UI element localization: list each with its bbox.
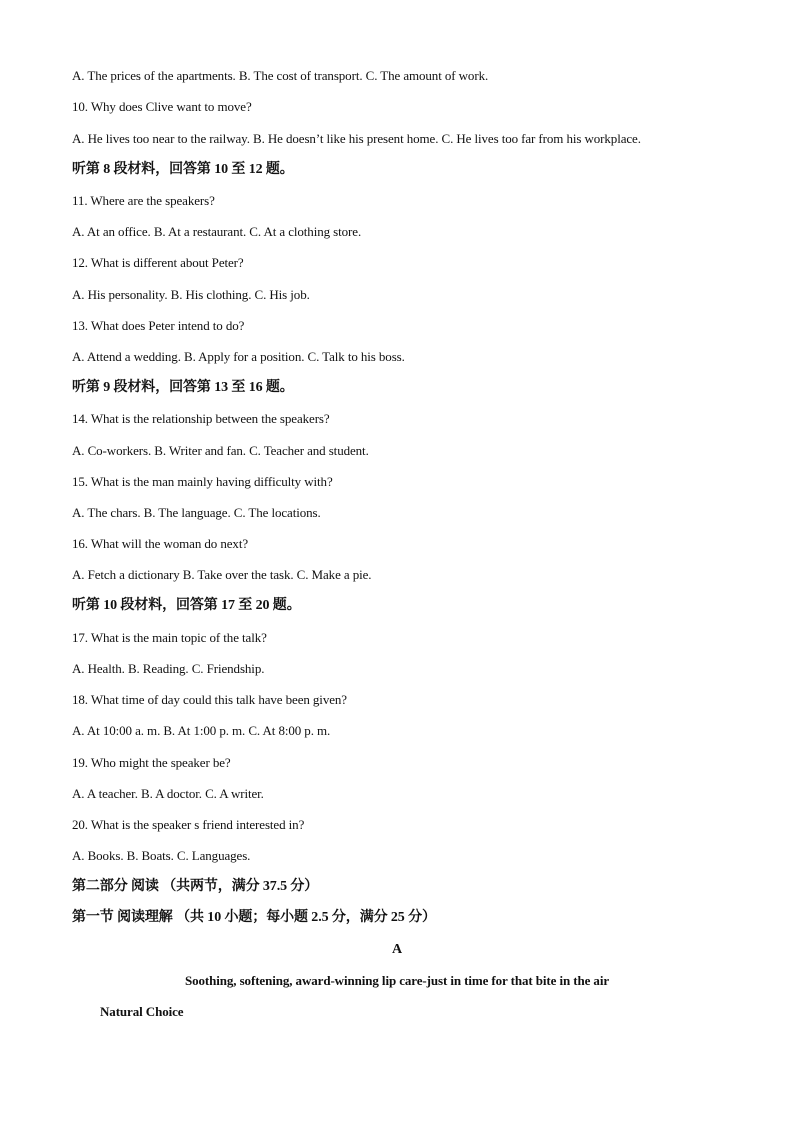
question-12: 12. What is different about Peter?: [72, 255, 244, 270]
section-heading-10: 听第 10 段材料，回答第 17 至 20 题。: [72, 598, 301, 613]
question-16: 16. What will the woman do next?: [72, 536, 248, 551]
question-17: 17. What is the main topic of the talk?: [72, 630, 267, 645]
answer-options-13: A. Attend a wedding. B. Apply for a position. C. Talk to his boss.: [72, 349, 405, 364]
question-18: 18. What time of day could this talk have been given?: [72, 692, 347, 707]
answer-options-18: A. At 10:00 a. m. B. At 1:00 p. m. C. At 8:00 p. m.: [72, 723, 331, 738]
section-one-heading: 第一节 阅读理解 （共 10 小题；每小题 2.5 分，满分 25 分）: [72, 910, 436, 925]
question-20: 20. What is the speaker s friend interested in?: [72, 817, 305, 832]
answer-options-17: A. Health. B. Reading. C. Friendship.: [72, 661, 265, 676]
part-two-heading: 第二部分 阅读 （共两节，满分 37.5 分）: [72, 879, 319, 894]
question-10: 10. Why does Clive want to move?: [72, 99, 252, 114]
passage-title: Soothing, softening, award-winning lip care-just in time for that bite in the air: [184, 973, 610, 988]
answer-options-16: A. Fetch a dictionary B. Take over the task. C. Make a pie.: [72, 567, 372, 582]
question-11: 11. Where are the speakers?: [72, 193, 215, 208]
answer-options-20: A. Books. B. Boats. C. Languages.: [72, 848, 251, 863]
answer-options-12: A. His personality. B. His clothing. C. His job.: [72, 287, 310, 302]
answer-options-11: A. At an office. B. At a restaurant. C. At a clothing store.: [72, 224, 362, 239]
question-19: 19. Who might the speaker be?: [72, 755, 231, 770]
answer-options-9: A. The prices of the apartments. B. The cost of transport. C. The amount of work.: [72, 68, 489, 83]
answer-options-19: A. A teacher. B. A doctor. C. A writer.: [72, 786, 264, 801]
question-14: 14. What is the relationship between the speakers?: [72, 411, 330, 426]
passage-subheading: Natural Choice: [100, 1004, 184, 1019]
section-heading-9: 听第 9 段材料，回答第 13 至 16 题。: [72, 380, 294, 395]
section-heading-8: 听第 8 段材料，回答第 10 至 12 题。: [72, 162, 294, 177]
answer-options-14: A. Co-workers. B. Writer and fan. C. Teacher and student.: [72, 443, 369, 458]
answer-options-10: A. He lives too near to the railway. B. He doesn’t like his present home. C. He lives too far from his workplace.: [72, 131, 641, 146]
question-13: 13. What does Peter intend to do?: [72, 318, 245, 333]
passage-label: A: [391, 942, 402, 957]
question-15: 15. What is the man mainly having difficulty with?: [72, 474, 333, 489]
answer-options-15: A. The chars. B. The language. C. The locations.: [72, 505, 321, 520]
